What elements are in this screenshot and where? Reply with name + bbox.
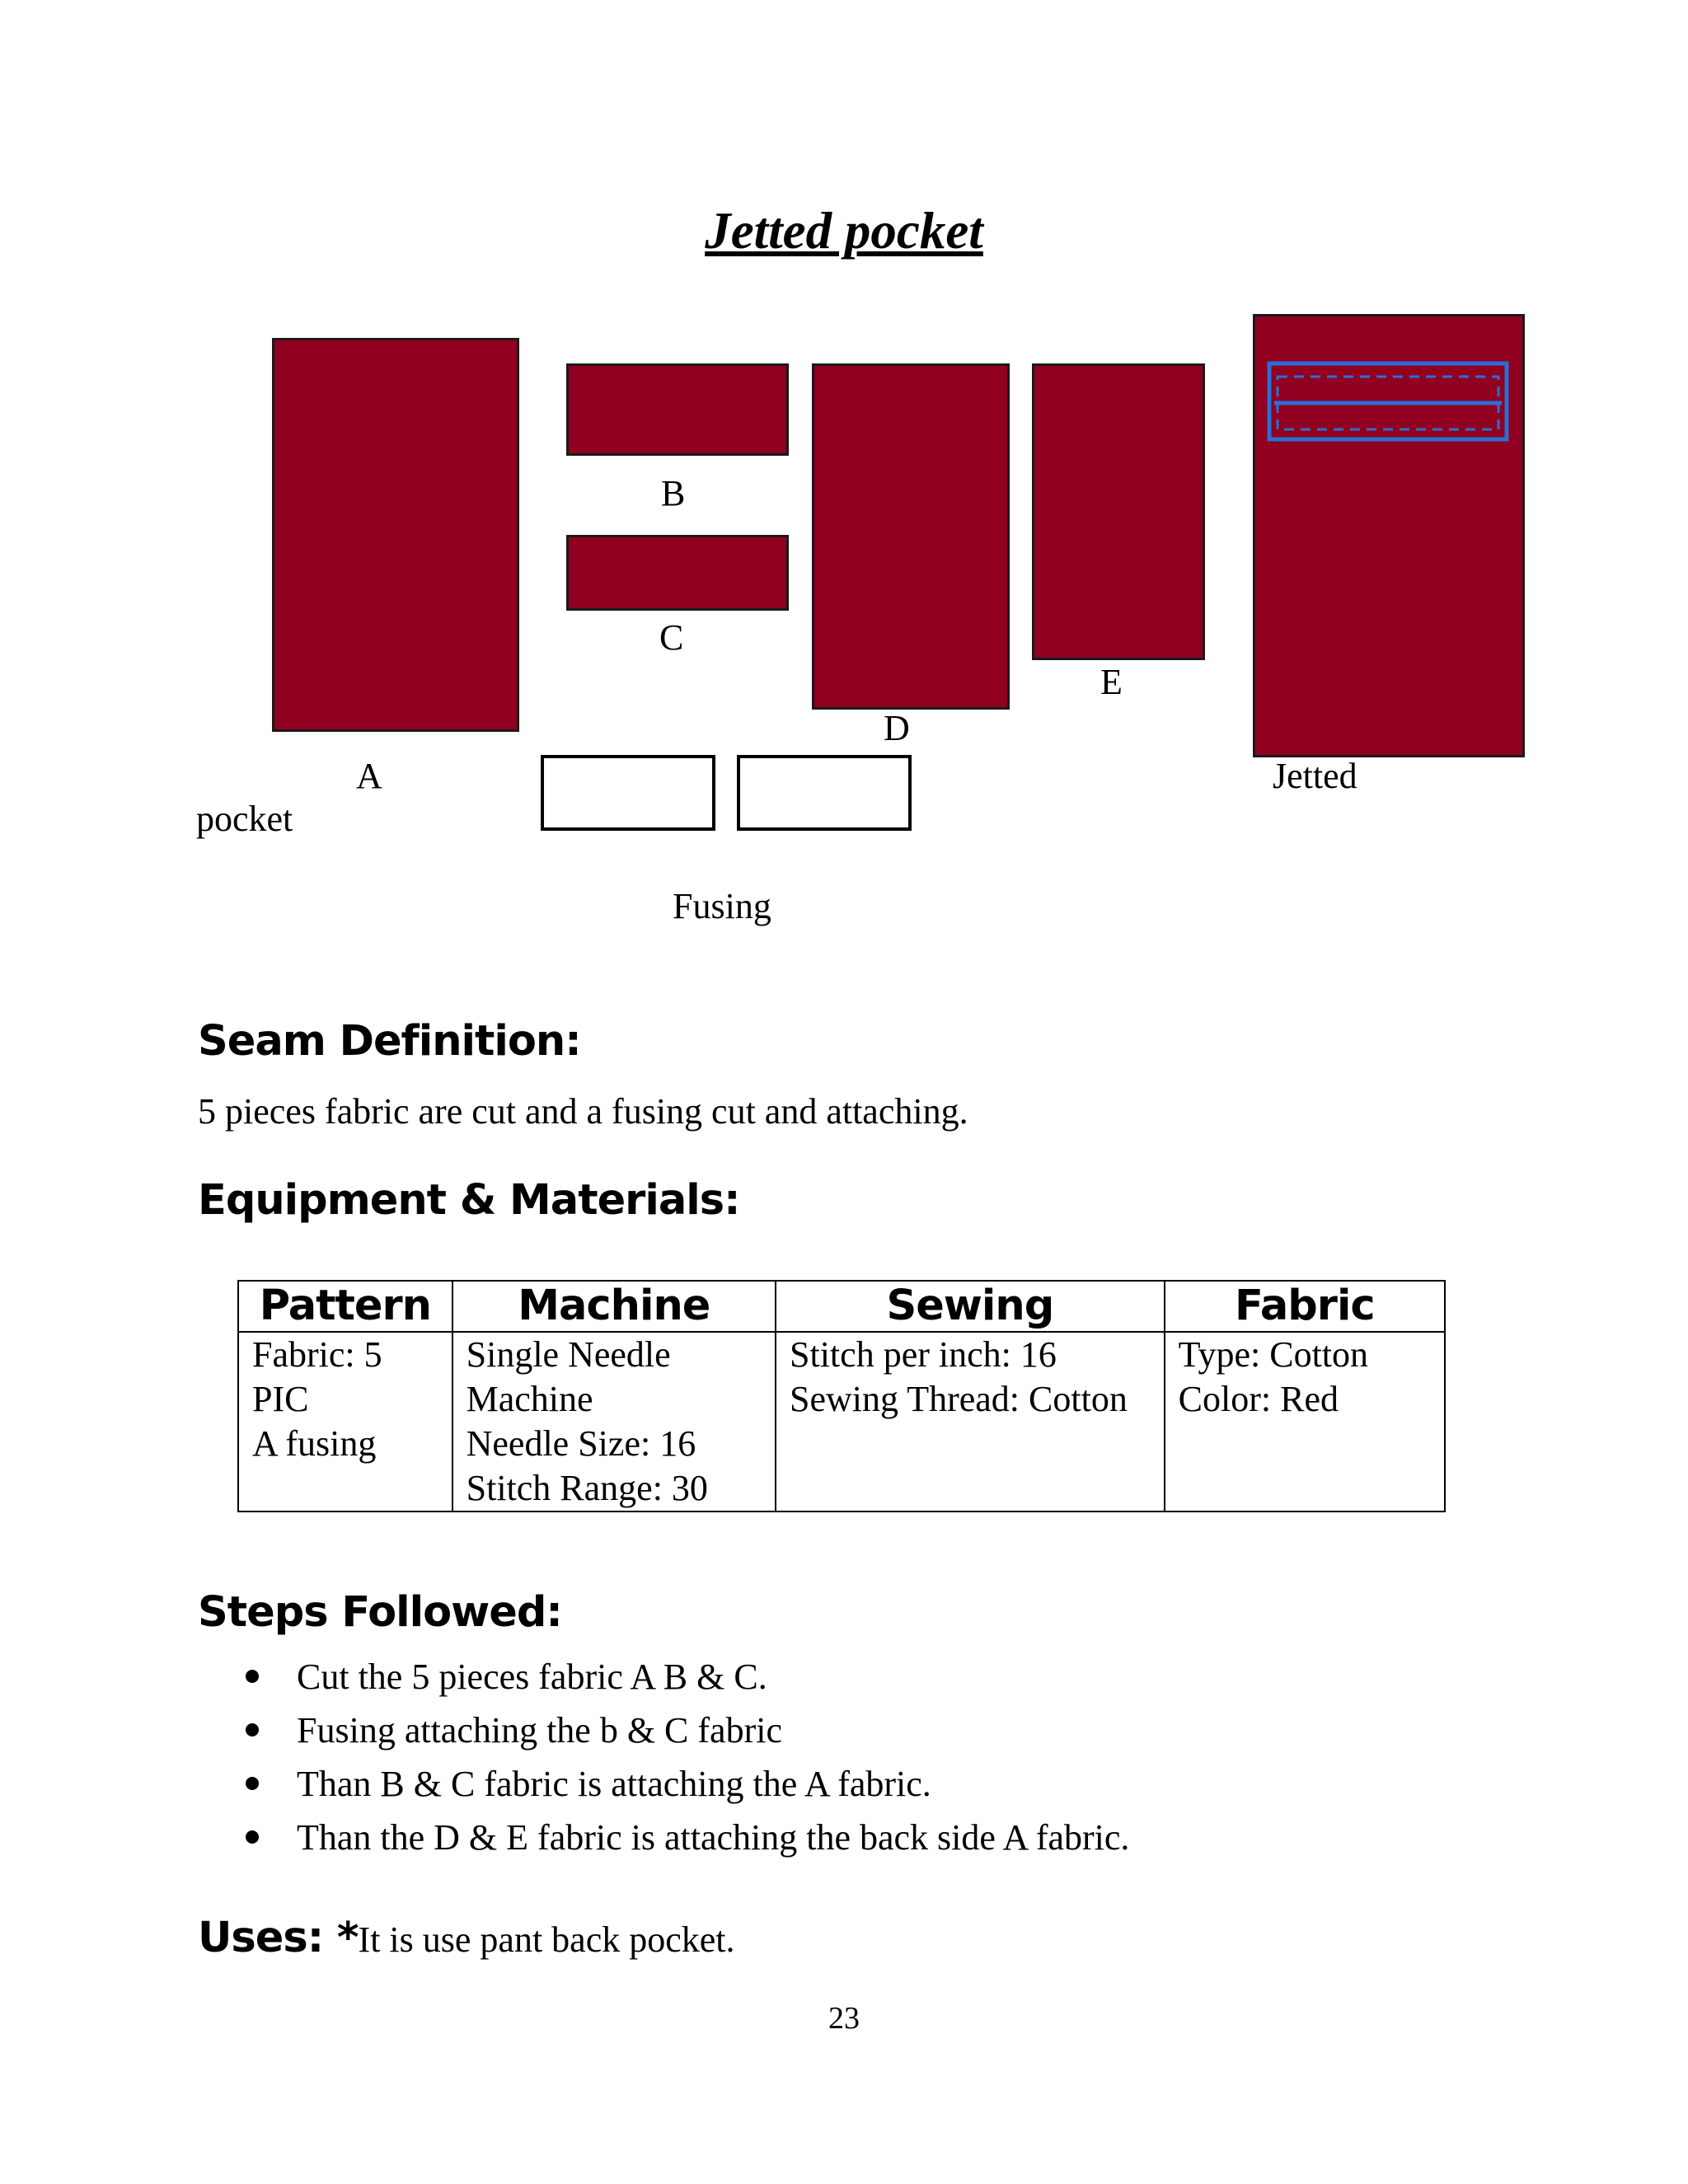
step-item	[198, 1811, 1129, 1864]
header-pattern: Pattern	[238, 1281, 452, 1332]
label-c: C	[659, 617, 684, 658]
bullet-icon	[246, 1723, 259, 1736]
pattern-line: PIC	[252, 1379, 309, 1419]
label-e: E	[1100, 662, 1123, 702]
sewing-line: Sewing Thread: Cotton	[790, 1379, 1128, 1419]
jetted-pocket-stitching	[1253, 314, 1525, 757]
bullet-icon	[246, 1670, 259, 1683]
pattern-cell	[238, 1332, 452, 1511]
fabric-piece-e	[1032, 363, 1205, 660]
seam-definition-text: 5 pieces fabric are cut and a fusing cut and attaching.	[198, 1091, 968, 1132]
label-fusing: Fusing	[673, 886, 771, 926]
fabric-line: Color: Red	[1178, 1379, 1339, 1419]
label-d: D	[884, 708, 910, 748]
uses-section	[198, 1912, 735, 1975]
machine-line: Needle Size: 16	[466, 1423, 696, 1464]
label-jetted: Jetted	[1273, 756, 1357, 796]
machine-cell	[452, 1332, 776, 1511]
seam-definition-heading: Seam Definition:	[198, 1017, 581, 1066]
bullet-icon	[246, 1830, 259, 1844]
machine-line: Stitch Range: 30	[466, 1468, 708, 1508]
fabric-piece-d	[812, 363, 1010, 710]
fabric-cell	[1165, 1332, 1445, 1511]
steps-list	[198, 1650, 1129, 1864]
fabric-piece-a	[272, 338, 519, 732]
sewing-cell	[776, 1332, 1165, 1511]
label-pocket: pocket	[196, 799, 293, 839]
equipment-table-header-row	[238, 1281, 1445, 1332]
label-b: B	[661, 473, 686, 513]
fusing-piece-2	[737, 755, 912, 831]
header-sewing: Sewing	[776, 1281, 1165, 1332]
header-machine: Machine	[452, 1281, 776, 1332]
step-text: Cut the 5 pieces fabric A B & C.	[297, 1657, 767, 1697]
header-fabric: Fabric	[1165, 1281, 1445, 1332]
fabric-piece-c	[566, 535, 789, 611]
page-number: 23	[828, 2001, 860, 2036]
step-text: Than the D & E fabric is attaching the back side A fabric.	[297, 1817, 1130, 1858]
uses-heading: Uses: *	[198, 1914, 359, 1962]
fusing-piece-1	[541, 755, 715, 831]
machine-line: Single Needle	[466, 1334, 671, 1375]
sewing-line: Stitch per inch: 16	[790, 1334, 1057, 1375]
machine-line: Machine	[466, 1379, 593, 1419]
step-item	[198, 1704, 1129, 1757]
page-title: Jetted pocket	[705, 202, 983, 260]
equipment-table	[237, 1280, 1446, 1512]
equipment-table-row	[238, 1332, 1445, 1511]
equipment-heading: Equipment & Materials:	[198, 1176, 740, 1225]
step-text: Fusing attaching the b & C fabric	[297, 1710, 782, 1750]
label-a: A	[356, 756, 382, 796]
uses-text: It is use pant back pocket.	[358, 1919, 735, 1960]
pattern-line: A fusing	[252, 1423, 377, 1464]
bullet-icon	[246, 1777, 259, 1790]
steps-heading: Steps Followed:	[198, 1588, 562, 1637]
step-item	[198, 1757, 1129, 1811]
pattern-line: Fabric: 5	[252, 1334, 382, 1375]
fabric-line: Type: Cotton	[1178, 1334, 1369, 1375]
fabric-piece-b	[566, 363, 789, 456]
step-item	[198, 1650, 1129, 1704]
step-text: Than B & C fabric is attaching the A fabric.	[297, 1764, 931, 1804]
